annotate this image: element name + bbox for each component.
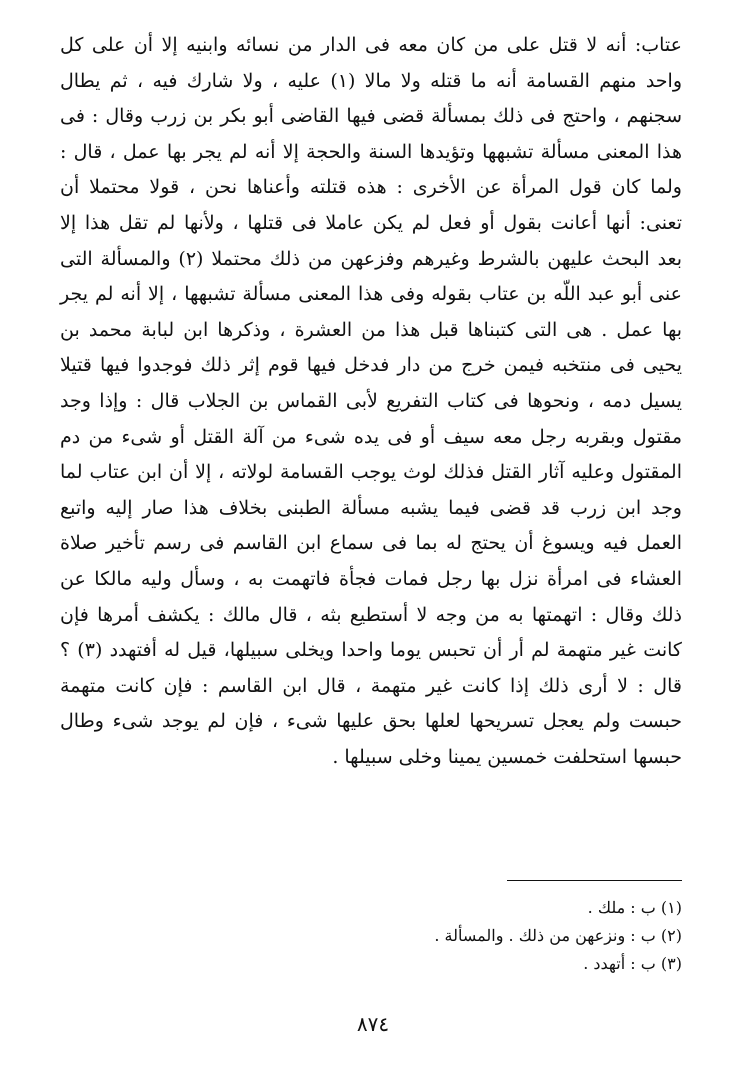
text-line: سجنهم ، واحتج فى ذلك بمسألة قضى فيها القاضى أبو بكر بن زرب وقال : فى [60, 105, 682, 128]
footnote-2: (٢) ب : ونزعهن من ذلك . والمسألة . [434, 926, 682, 945]
text-line: قال : لا أرى ذلك إذا كانت غير متهمة ، قال ابن القاسم : فإن كانت متهمة [60, 674, 682, 697]
text-line: عنى أبو عبد اللّه بن عتاب بقوله وفى هذا المعنى مسألة تشبهها ، إلا أنه لم يجر [60, 283, 682, 306]
text-line: مقتول وبقربه رجل معه سيف أو فى يده شىء من آلة القتل أو شىء من دم [60, 425, 682, 448]
text-line: حبست ولم يعجل تسريحها لعلها بحق عليها شىء ، فإن لم يوجد شىء وطال [60, 710, 682, 733]
text-line: العشاء فى امرأة نزل بها رجل فمات فجأة فاتهمت به ، وسأل وليه مالكا عن [60, 567, 682, 590]
text-line: واحد منهم القسامة أنه ما قتله ولا مالا (١) عليه ، ولا شارك فيه ، ثم يطال [60, 69, 683, 92]
footnote-1: (١) ب : ملك . [587, 898, 682, 917]
text-line: المقتول وعليه آثار القتل فذلك لوث يوجب القسامة لولاته ، إلا أن ابن عتاب لما [60, 461, 682, 484]
text-line-last: حبسها استحلفت خمسين يمينا وخلى سبيلها . [332, 745, 682, 768]
text-line: ذلك وقال : اتهمتها به من وجه لا أستطيع بثه ، قال مالك : يكشف أمرها فإن [60, 603, 682, 626]
footnote-separator [507, 880, 682, 881]
text-line: هذا المعنى مسألة تشبهها وتؤيدها السنة والحجة إلا أنه لم يجر بها عمل ، قال : [60, 140, 682, 163]
footnotes-block [300, 894, 682, 978]
footnote-3: (٣) ب : أتهدد . [583, 954, 682, 973]
text-line: عتاب: أنه لا قتل على من كان معه فى الدار من نسائه وابنيه إلا أن على كل [60, 34, 682, 56]
page-number: ٨٧٤ [356, 1012, 390, 1036]
text-line: تعنى: أنها أعانت بقول أو فعل لم يكن عاملا فى قتلها ، ولأنها لم تقل هذا إلا [60, 211, 682, 234]
text-line: كانت غير متهمة لم أر أن تحبس يوما واحدا ويخلى سبيلها، قيل له أفتهدد (٣) ؟ [60, 639, 682, 662]
text-line: العمل فيه ويسوغ أن يحتج له بما فى سماع ابن القاسم فى رسم تأخير صلاة [60, 532, 682, 555]
text-line: بعد البحث عليهن بالشرط وغيرهم وفزعهن من ذلك محتملا (٢) والمسألة التى [60, 247, 682, 270]
text-line: بها عمل . هى التى كتبناها قبل هذا من العشرة ، وذكرها ابن لبابة محمد بن [60, 318, 682, 341]
text-line: ولما كان قول المرأة عن الأخرى : هذه قتلته وأعناها نحن ، قولا محتملا أن [60, 176, 682, 199]
main-text-block [60, 28, 682, 775]
text-line: يسيل دمه ، ونحوها فى كتاب التفريع لأبى القماس بن الجلاب قال : وإذا وجد [60, 389, 682, 412]
text-line: يحيى فى منتخبه فيمن خرج من دار فدخل فيها قوم إثر ذلك فوجدوا فيها قتيلا [60, 354, 682, 377]
text-line: وجد ابن زرب قد قضى فيما يشبه مسألة الطبنى بخلاف هذا صار إليه واتبع [60, 496, 682, 519]
